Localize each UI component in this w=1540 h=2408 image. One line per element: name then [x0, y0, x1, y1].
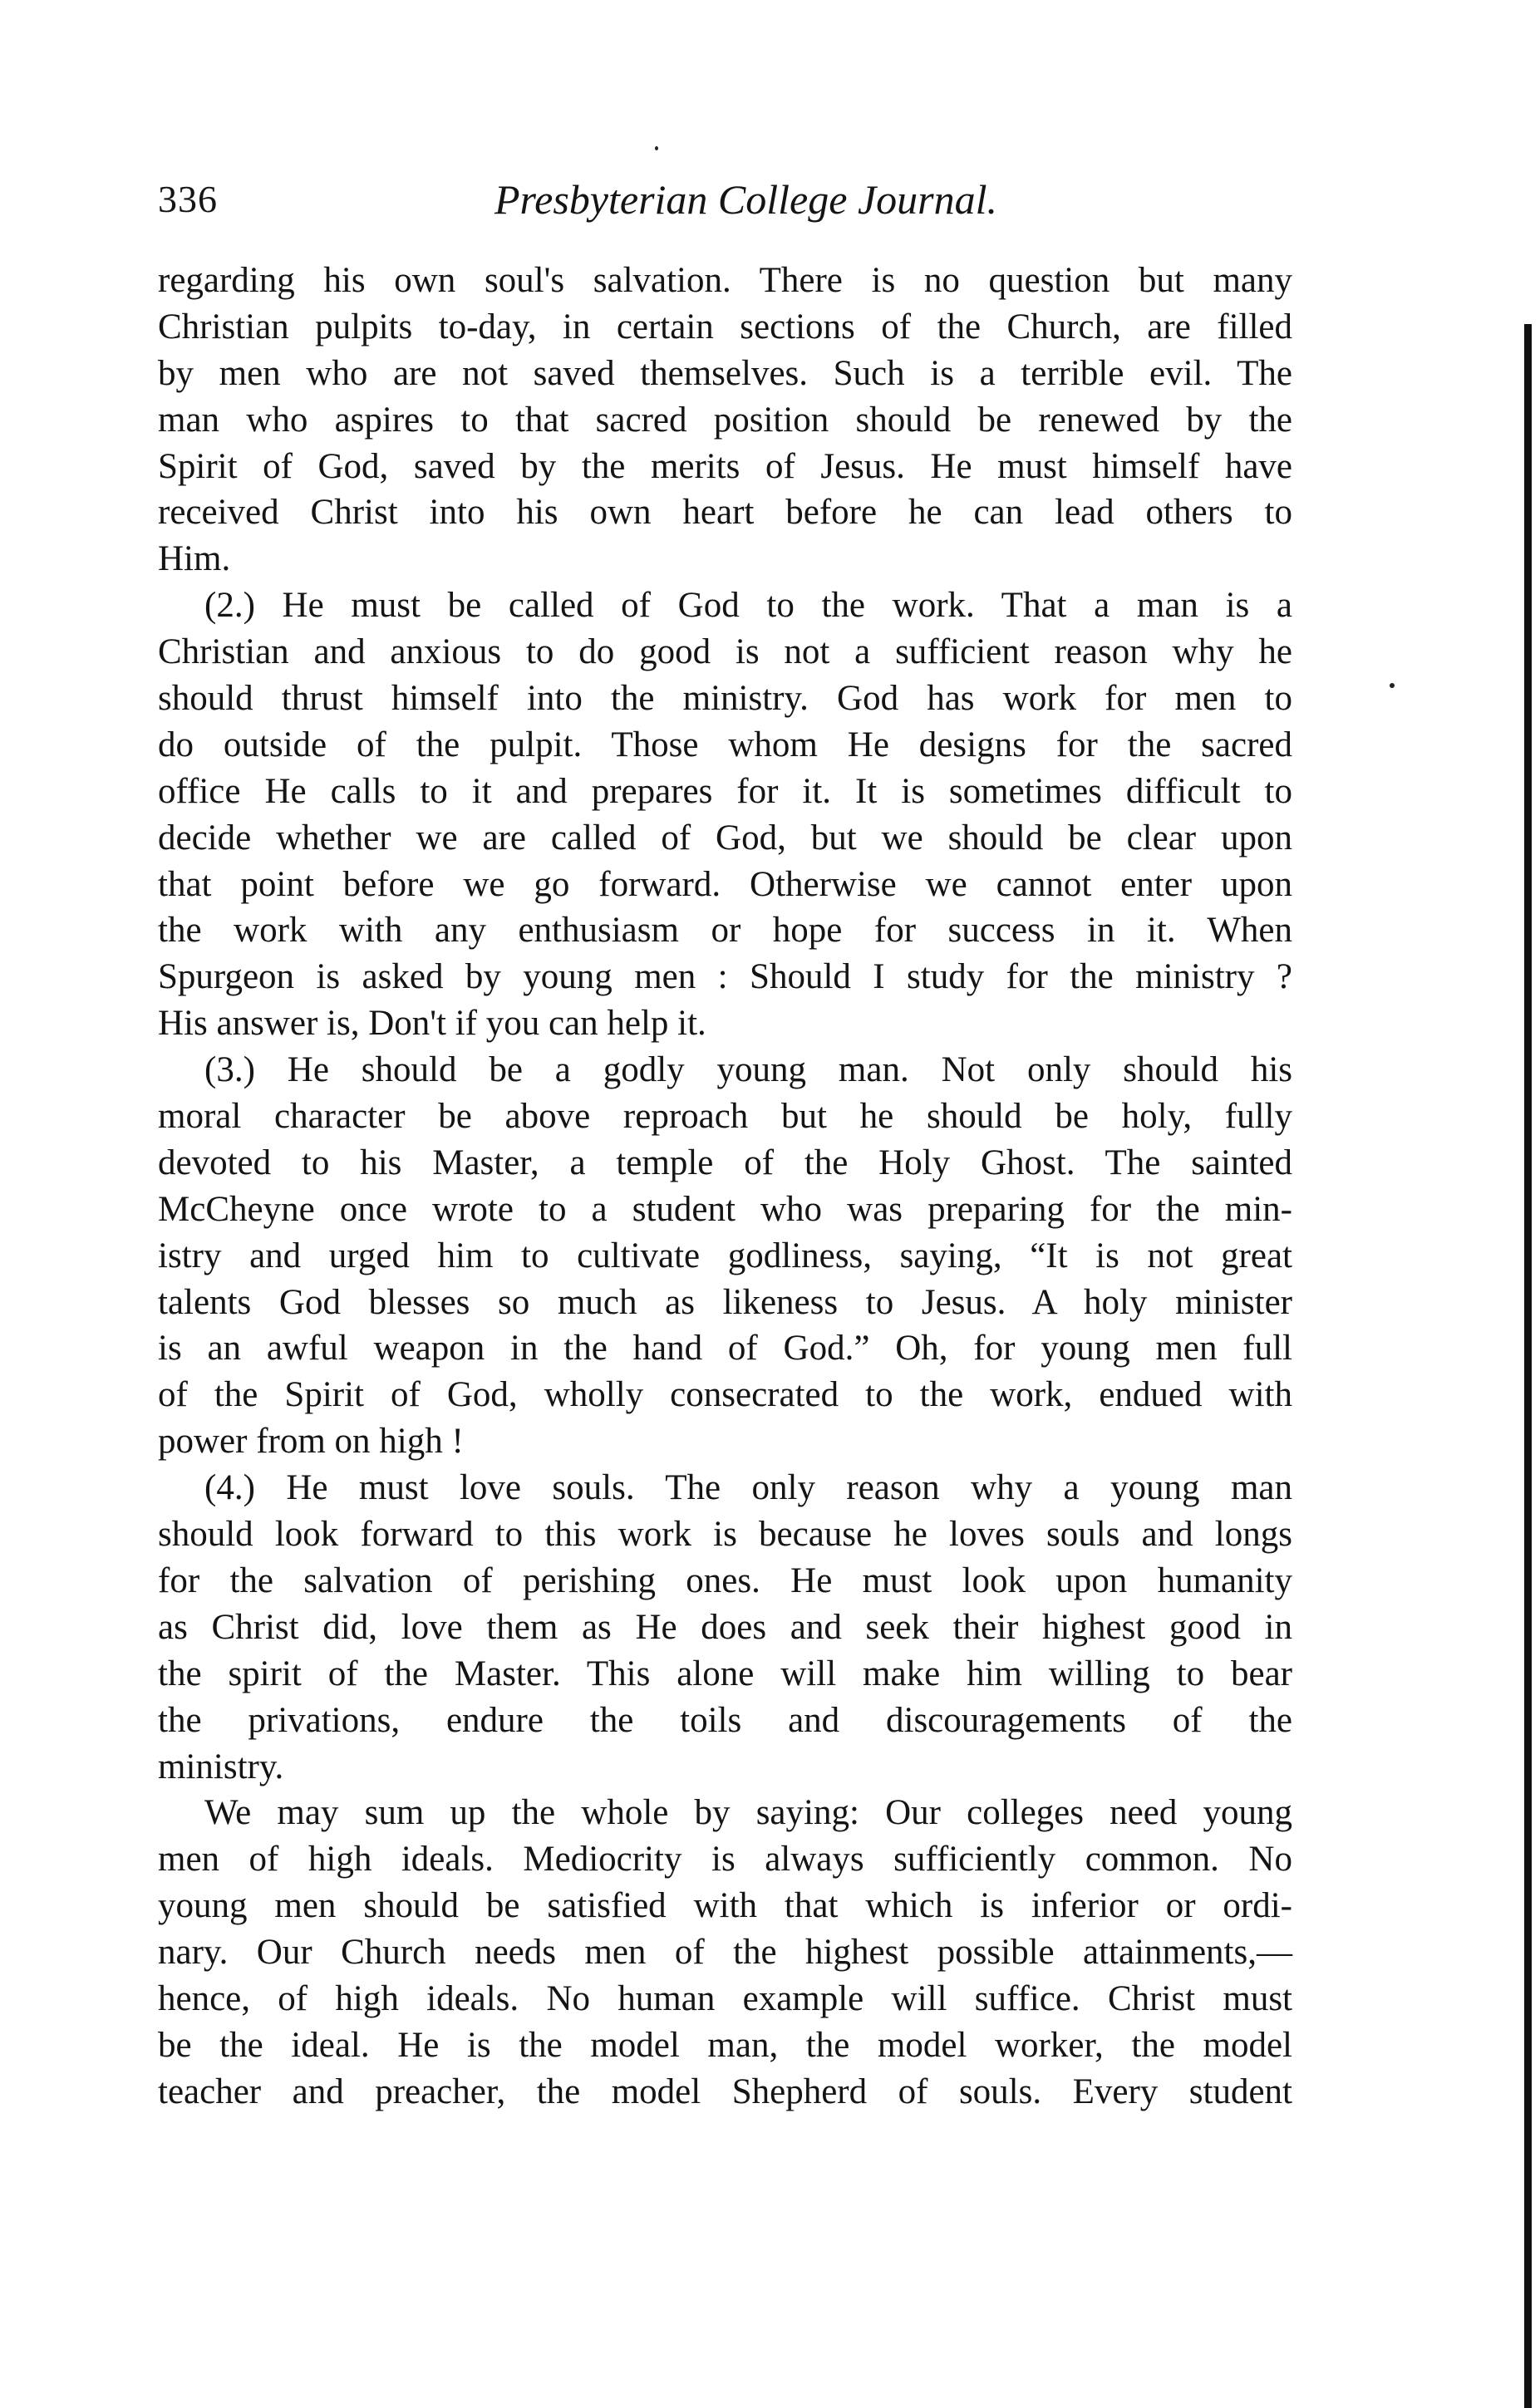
text-line: istry and urged him to cultivate godliness, saying, “It is not great [158, 1236, 1292, 1275]
text-line: Christian pulpits to-day, in certain sections of the Church, are filled [158, 307, 1292, 346]
text-line: received Christ into his own heart before he can lead others to [158, 493, 1292, 533]
text-line: be the ideal. He is the model man, the model worker, the model [158, 2025, 1292, 2065]
text-line: devoted to his Master, a temple of the Holy Ghost. The sainted [158, 1143, 1292, 1182]
text-line: man who aspires to that sacred position should be renewed by the [158, 400, 1292, 440]
running-title: Presbyterian College Journal. [494, 176, 997, 223]
text-line: Spirit of God, saved by the merits of Jesus. He must himself have [158, 446, 1292, 486]
paragraph [158, 258, 1292, 582]
text-line: (3.) He should be a godly young man. Not only should his [204, 1050, 1292, 1090]
text-line: should thrust himself into the ministry. God has work for men to [158, 679, 1292, 719]
text-line: that point before we go forward. Otherwise we cannot enter upon [158, 864, 1292, 904]
text-line: (2.) He must be called of God to the work. That a man is a [204, 586, 1292, 626]
page-header [158, 174, 1301, 241]
text-line: regarding his own soul's salvation. There is no question but many [158, 261, 1292, 300]
text-line: We may sum up the whole by saying: Our colleges need young [204, 1793, 1292, 1833]
text-line: power from on high ! [158, 1422, 464, 1462]
text-line: decide whether we are called of God, but we should be clear upon [158, 818, 1292, 858]
body-text [158, 258, 1292, 2268]
text-line: talents God blesses so much as likeness to Jesus. A holy minister [158, 1282, 1292, 1322]
print-speck [655, 146, 658, 150]
text-line: moral character be above reproach but he should be holy, fully [158, 1097, 1292, 1137]
text-line: men of high ideals. Mediocrity is always sufficiently common. No [158, 1840, 1292, 1880]
text-line: Christian and anxious to do good is not a sufficient reason why he [158, 632, 1292, 672]
page-edge-shadow [1524, 324, 1532, 2408]
text-line: office He calls to it and prepares for it. It is sometimes difficult to [158, 771, 1292, 811]
paragraph [158, 582, 1292, 1047]
text-line: by men who are not saved themselves. Such is a terrible evil. The [158, 353, 1292, 393]
text-line: the spirit of the Master. This alone will make him willing to bear [158, 1654, 1292, 1693]
text-line: the work with any enthusiasm or hope for success in it. When [158, 911, 1292, 951]
text-line: should look forward to this work is because he loves souls and longs [158, 1515, 1292, 1555]
text-line: young men should be satisfied with that which is inferior or ordi- [158, 1886, 1292, 1926]
text-line: as Christ did, love them as He does and seek their highest good in [158, 1607, 1292, 1647]
page-number: 336 [158, 178, 218, 220]
text-line: the privations, endure the toils and discouragements of the [158, 1700, 1292, 1740]
text-line: of the Spirit of God, wholly consecrated to the work, endued with [158, 1375, 1292, 1415]
text-line: Spurgeon is asked by young men : Should I study for the ministry ? [158, 957, 1292, 997]
text-line: nary. Our Church needs men of the highest possible attainments,— [158, 1933, 1292, 1973]
text-line: His answer is, Don't if you can help it. [158, 1004, 706, 1044]
text-line: hence, of high ideals. No human example will suffice. Christ must [158, 1978, 1292, 2018]
print-speck [1390, 683, 1395, 688]
text-line: for the salvation of perishing ones. He must look upon humanity [158, 1560, 1292, 1600]
text-line: teacher and preacher, the model Shepherd of souls. Every student [158, 2071, 1292, 2111]
paragraph [158, 1790, 1292, 2115]
text-line: ministry. [158, 1747, 284, 1786]
paragraph [158, 1465, 1292, 1790]
text-line: Him. [158, 539, 231, 579]
text-line: do outside of the pulpit. Those whom He designs for the sacred [158, 725, 1292, 764]
text-line: (4.) He must love souls. The only reason why a young man [204, 1468, 1292, 1508]
text-line: McCheyne once wrote to a student who was preparing for the min- [158, 1189, 1292, 1229]
paragraph [158, 1047, 1292, 1465]
text-line: is an awful weapon in the hand of God.” Oh, for young men full [158, 1329, 1292, 1369]
